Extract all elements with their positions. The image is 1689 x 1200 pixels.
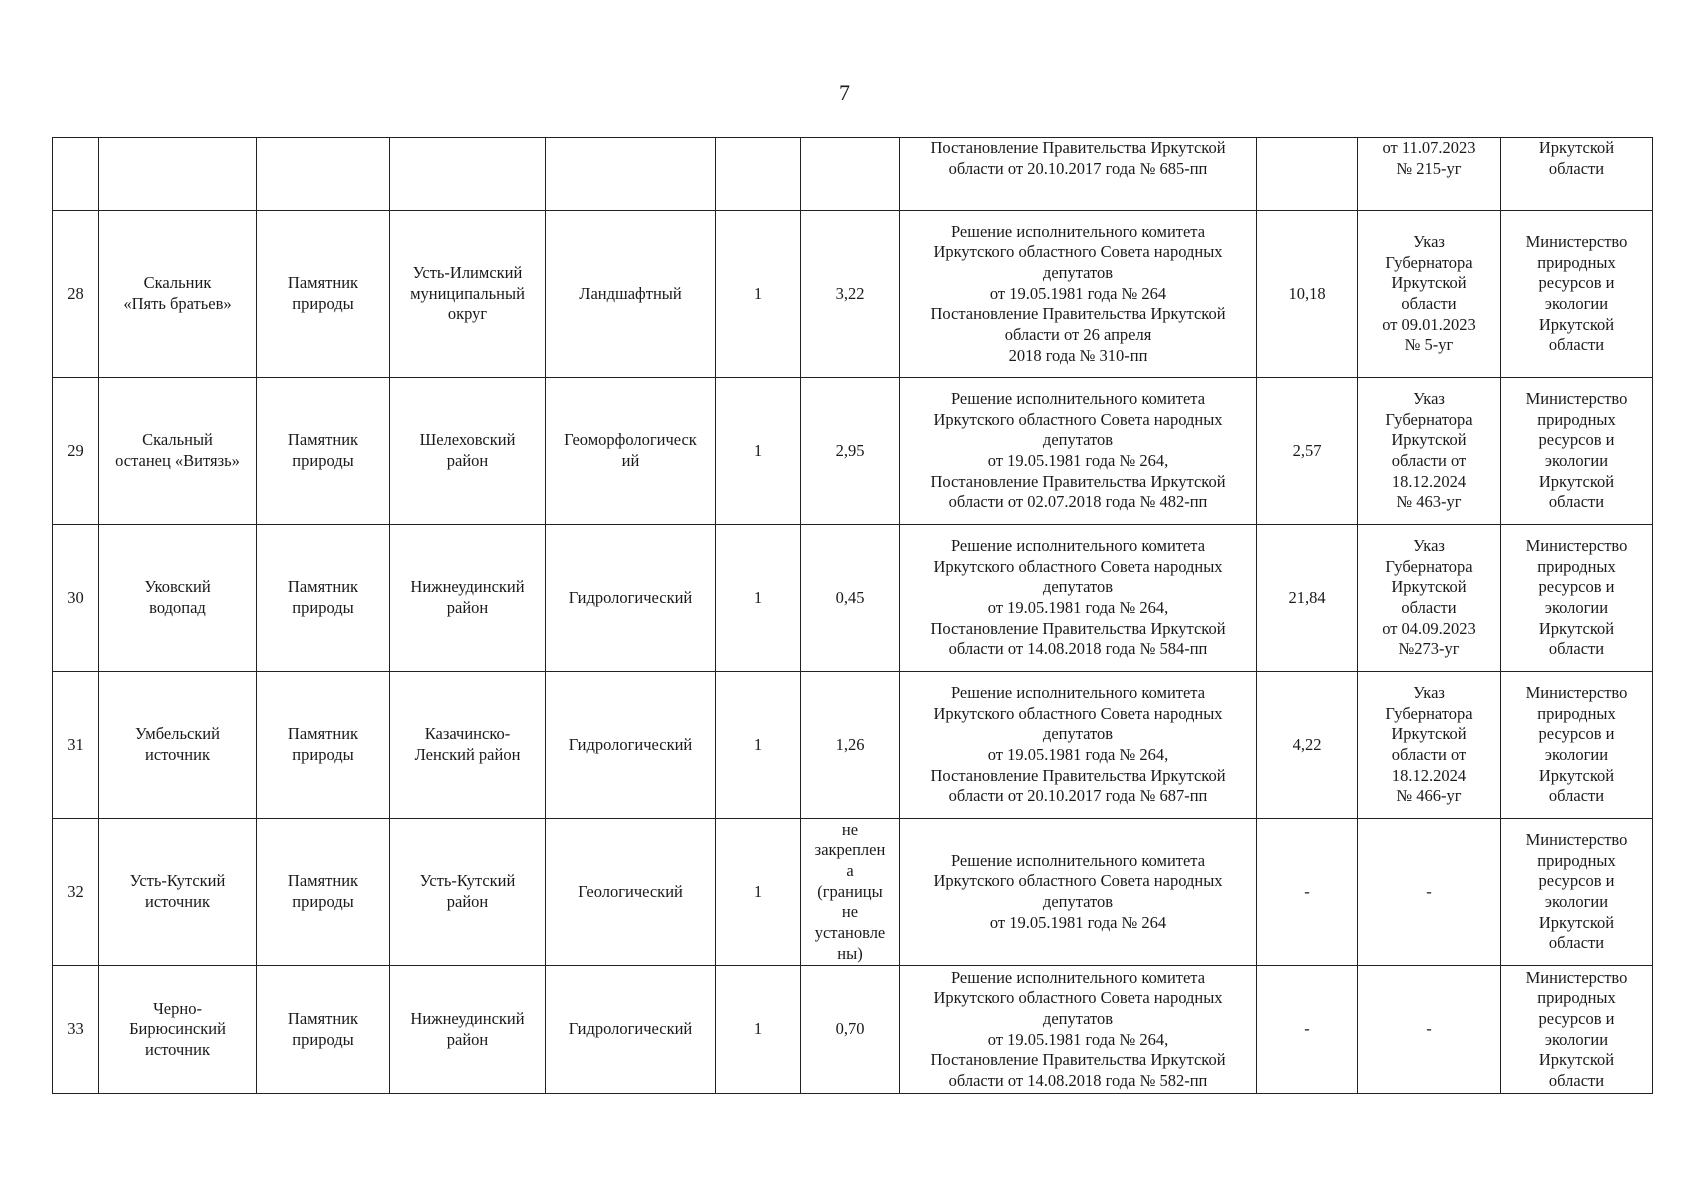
cell-line: экологии <box>1544 294 1609 313</box>
cell-buffer-area: 21,84 <box>1257 525 1358 672</box>
cell-buffer-area: 2,57 <box>1257 378 1358 525</box>
cell-authority <box>1501 378 1653 525</box>
cell-significance: 1 <box>716 966 801 1094</box>
cell-line: области <box>1548 492 1605 512</box>
cell-line: 18.12.2024 <box>1391 471 1467 491</box>
cell-number <box>53 138 99 211</box>
cell-line: Памятник <box>287 577 359 597</box>
cell-legal-documents <box>900 966 1257 1094</box>
cell-line: Решение исполнительного комитета <box>950 683 1206 703</box>
cell-line: Иркутского областного Совета народных <box>933 703 1223 723</box>
cell-line: области от 14.08.2018 года № 582-пп <box>948 1070 1208 1090</box>
cell-area: 2,95 <box>801 378 900 525</box>
cell-line: области <box>1548 933 1605 953</box>
cell-line: Губернатора <box>1385 556 1473 576</box>
cell-line: Иркутской <box>1538 912 1615 932</box>
table-row <box>53 819 1653 966</box>
cell-decree <box>1358 819 1501 966</box>
cell-number: 28 <box>53 211 99 378</box>
cell-line: округ <box>447 304 488 324</box>
cell-authority <box>1501 138 1653 211</box>
cell-line: муниципальный <box>410 283 525 303</box>
page-number: 7 <box>839 80 850 105</box>
cell-location <box>390 378 546 525</box>
cell-area: 0,70 <box>801 966 900 1094</box>
cell-line: области от 20.10.2017 года № 685-пп <box>948 158 1208 178</box>
cell-line: Иркутского областного Совета народных <box>933 556 1223 576</box>
cell-line: Министерство <box>1525 232 1628 252</box>
cell-line: Министерство <box>1525 830 1628 850</box>
cell-line: экологии <box>1544 451 1609 470</box>
cell-line: источник <box>145 1039 210 1059</box>
cell-line: области <box>1548 335 1605 355</box>
cell-line: Иркутской <box>1538 314 1615 334</box>
cell-line: от 19.05.1981 года № 264, <box>987 451 1169 470</box>
cell-line: Иркутской <box>1538 1050 1615 1070</box>
cell-line: Скальный <box>142 430 213 450</box>
cell-line: 18.12.2024 <box>1391 765 1467 785</box>
cell-profile: Гидрологический <box>546 672 716 819</box>
cell-line: Министерство <box>1525 683 1628 703</box>
cell-line: источник <box>145 892 210 911</box>
cell-name <box>99 138 257 211</box>
cell-line: Иркутского областного Совета народных <box>933 242 1223 262</box>
cell-area <box>801 138 900 211</box>
cell-legal-documents <box>900 211 1257 378</box>
cell-name <box>99 525 257 672</box>
cell-line: Иркутской <box>1538 765 1615 785</box>
cell-significance: 1 <box>716 819 801 966</box>
cell-line: Постановление Правительства Иркутской <box>930 1050 1226 1070</box>
cell-profile <box>546 378 716 525</box>
cell-line: Решение исполнительного комитета <box>950 536 1206 556</box>
cell-line: Постановление Правительства Иркутской <box>930 471 1226 491</box>
cell-line: Усть-Илимский <box>412 263 523 283</box>
cell-line: экологии <box>1544 745 1609 764</box>
cell-significance: 1 <box>716 672 801 819</box>
cell-line: Иркутского областного Совета народных <box>933 988 1223 1008</box>
cell-location <box>390 966 546 1094</box>
cell-profile: Гидрологический <box>546 525 716 672</box>
cell-line: район <box>446 598 489 617</box>
cell-line: Указ <box>1413 232 1445 252</box>
cell-line: депутатов <box>1042 724 1114 744</box>
cell-line: природных <box>1537 850 1616 870</box>
cell-significance: 1 <box>716 211 801 378</box>
cell-number: 32 <box>53 819 99 966</box>
cell-significance <box>716 138 801 211</box>
cell-line: Министерство <box>1525 536 1628 556</box>
cell-number: 29 <box>53 378 99 525</box>
cell-line: депутатов <box>1042 577 1114 597</box>
table-row <box>53 211 1653 378</box>
cell-line: депутатов <box>1042 892 1114 911</box>
cell-line: Указ <box>1413 389 1445 409</box>
cell-line: депутатов <box>1042 430 1114 450</box>
cell-line: Губернатора <box>1385 703 1473 723</box>
cell-line: № 5-уг <box>1404 335 1454 355</box>
cell-line: «Пять братьев» <box>123 294 232 313</box>
cell-line: Усть-Кутский <box>419 871 516 891</box>
cell-line: Нижнеудинский <box>410 1008 525 1028</box>
cell-decree <box>1358 138 1501 211</box>
cell-line: Скальник <box>143 273 212 293</box>
cell-line: от 11.07.2023 <box>1382 138 1476 157</box>
cell-line: области от <box>1391 745 1467 764</box>
cell-line: Иркутской <box>1391 577 1467 597</box>
cell-decree <box>1358 672 1501 819</box>
cell-line: Усть-Кутский <box>129 871 226 891</box>
cell-line: Решение исполнительного комитета <box>950 221 1206 241</box>
cell-line: ресурсов и <box>1538 577 1615 597</box>
cell-line: от 19.05.1981 года № 264 <box>989 912 1167 932</box>
cell-line: области от 26 апреля <box>1004 324 1152 344</box>
cell-location <box>390 211 546 378</box>
cell-line: № 466-уг <box>1396 786 1462 806</box>
cell-name <box>99 672 257 819</box>
cell-line: Губернатора <box>1385 409 1473 429</box>
cell-category <box>257 378 390 525</box>
cell-legal-documents <box>900 525 1257 672</box>
cell-category <box>257 525 390 672</box>
cell-number: 30 <box>53 525 99 672</box>
cell-line: Памятник <box>287 430 359 450</box>
cell-line: ресурсов и <box>1538 273 1615 293</box>
cell-line: Памятник <box>287 1008 359 1028</box>
cell-area: 1,26 <box>801 672 900 819</box>
cell-line: экологии <box>1544 892 1609 911</box>
cell-area <box>801 819 900 966</box>
cell-profile <box>546 138 716 211</box>
cell-line: природы <box>292 294 354 313</box>
cell-line: природы <box>292 892 354 911</box>
cell-decree <box>1358 966 1501 1094</box>
cell-line: области <box>1548 1070 1605 1090</box>
cell-line: Умбельский <box>135 724 220 744</box>
cell-line: природы <box>292 745 354 764</box>
cell-line: Иркутской <box>1538 138 1615 157</box>
cell-legal-documents <box>900 672 1257 819</box>
table-row <box>53 525 1653 672</box>
cell-decree <box>1358 378 1501 525</box>
cell-line: - <box>1426 881 1432 901</box>
cell-line: Решение исполнительного комитета <box>950 389 1206 409</box>
cell-line: от 19.05.1981 года № 264 <box>989 283 1167 303</box>
cell-line: водопад <box>149 598 206 617</box>
cell-line: Иркутского областного Совета народных <box>933 871 1223 891</box>
cell-decree <box>1358 525 1501 672</box>
cell-line: Решение исполнительного комитета <box>950 850 1206 870</box>
cell-line: области <box>1548 786 1605 806</box>
cell-category <box>257 138 390 211</box>
cell-line: источник <box>145 745 210 764</box>
cell-line: природы <box>292 1029 354 1049</box>
cell-line: Нижнеудинский <box>410 577 525 597</box>
cell-number: 31 <box>53 672 99 819</box>
table-row <box>53 672 1653 819</box>
cell-line: Иркутской <box>1391 430 1467 450</box>
cell-line: 2018 года № 310-пп <box>1008 345 1148 365</box>
cell-significance: 1 <box>716 378 801 525</box>
cell-legal-documents <box>900 819 1257 966</box>
cell-line: закреплен <box>814 840 886 860</box>
table-row <box>53 966 1653 1094</box>
table-row <box>53 138 1653 211</box>
cell-line: Иркутской <box>1391 273 1467 293</box>
cell-location <box>390 525 546 672</box>
cell-line: район <box>446 1029 489 1049</box>
cell-line: Казачинско- <box>424 724 511 744</box>
cell-line: экологии <box>1544 1029 1609 1049</box>
cell-line: Черно- <box>153 998 202 1018</box>
cell-legal-documents <box>900 138 1257 211</box>
cell-profile: Геологический <box>546 819 716 966</box>
cell-line: Памятник <box>287 273 359 293</box>
cell-buffer-area: 4,22 <box>1257 672 1358 819</box>
cell-line: природных <box>1537 409 1616 429</box>
cell-line: Геоморфологическ <box>564 430 697 450</box>
cell-line: установле <box>814 922 886 942</box>
cell-line: №273-уг <box>1398 639 1460 659</box>
cell-line: Бирюсинский <box>129 1019 226 1039</box>
cell-line: № 463-уг <box>1396 492 1462 512</box>
cell-line: - <box>1426 1019 1432 1039</box>
cell-line: Иркутской <box>1538 471 1615 491</box>
cell-line: области от 14.08.2018 года № 584-пп <box>948 639 1208 659</box>
cell-decree <box>1358 211 1501 378</box>
cell-name <box>99 211 257 378</box>
cell-authority <box>1501 819 1653 966</box>
cell-line: а <box>846 861 854 881</box>
protected-areas-table <box>52 137 1653 1094</box>
cell-line: (границы <box>817 881 883 901</box>
cell-category <box>257 966 390 1094</box>
cell-line: области <box>1401 598 1457 617</box>
cell-line: от 19.05.1981 года № 264, <box>987 598 1169 617</box>
cell-line: Постановление Правительства Иркутской <box>930 138 1226 157</box>
cell-line: Иркутского областного Совета народных <box>933 409 1223 429</box>
cell-profile: Ландшафтный <box>546 211 716 378</box>
cell-significance: 1 <box>716 525 801 672</box>
cell-line: район <box>446 451 489 470</box>
cell-number: 33 <box>53 966 99 1094</box>
cell-location <box>390 138 546 211</box>
cell-line: Ленский район <box>414 745 521 764</box>
cell-line: № 215-уг <box>1396 158 1462 178</box>
cell-authority <box>1501 966 1653 1094</box>
cell-line: области от 20.10.2017 года № 687-пп <box>948 786 1208 806</box>
cell-line: области от 02.07.2018 года № 482-пп <box>948 492 1208 512</box>
cell-line: Постановление Правительства Иркутской <box>930 765 1226 785</box>
cell-line: не <box>841 819 859 839</box>
cell-line: Указ <box>1413 683 1445 703</box>
cell-profile: Гидрологический <box>546 966 716 1094</box>
table-row <box>53 378 1653 525</box>
cell-authority <box>1501 672 1653 819</box>
cell-line: природы <box>292 451 354 470</box>
cell-line: останец «Витязь» <box>115 451 240 470</box>
cell-line: области <box>1548 158 1605 178</box>
cell-line: природных <box>1537 556 1616 576</box>
cell-legal-documents <box>900 378 1257 525</box>
cell-line: Министерство <box>1525 389 1628 409</box>
cell-line: депутатов <box>1042 263 1114 283</box>
cell-name <box>99 966 257 1094</box>
cell-line: экологии <box>1544 598 1609 617</box>
cell-category <box>257 211 390 378</box>
cell-line: не <box>841 902 859 922</box>
cell-line: от 19.05.1981 года № 264, <box>987 745 1169 764</box>
cell-line: Памятник <box>287 724 359 744</box>
cell-line: Постановление Правительства Иркутской <box>930 618 1226 638</box>
cell-name <box>99 378 257 525</box>
cell-line: природы <box>292 598 354 617</box>
cell-location <box>390 819 546 966</box>
cell-line: области от <box>1391 451 1467 470</box>
cell-line: Памятник <box>287 871 359 891</box>
cell-line: Губернатора <box>1385 252 1473 272</box>
cell-line: от 09.01.2023 <box>1382 314 1476 334</box>
cell-line: области <box>1548 639 1605 659</box>
cell-name <box>99 819 257 966</box>
cell-line: Уковский <box>144 577 211 597</box>
cell-line: Шелеховский <box>419 430 516 450</box>
cell-line: ресурсов и <box>1538 871 1615 891</box>
cell-line: природных <box>1537 703 1616 723</box>
cell-line: от 19.05.1981 года № 264, <box>987 1029 1169 1049</box>
cell-authority <box>1501 211 1653 378</box>
cell-line: области <box>1401 294 1457 313</box>
cell-authority <box>1501 525 1653 672</box>
cell-buffer-area: - <box>1257 966 1358 1094</box>
cell-line: от 04.09.2023 <box>1382 618 1476 638</box>
cell-line: ресурсов и <box>1538 1008 1615 1028</box>
cell-line: природных <box>1537 988 1616 1008</box>
cell-line: Постановление Правительства Иркутской <box>930 304 1226 324</box>
cell-buffer-area: - <box>1257 819 1358 966</box>
cell-category <box>257 819 390 966</box>
cell-line: депутатов <box>1042 1008 1114 1028</box>
cell-area: 3,22 <box>801 211 900 378</box>
cell-line: ресурсов и <box>1538 724 1615 744</box>
cell-line: ий <box>621 451 640 470</box>
cell-line: Министерство <box>1525 967 1628 987</box>
cell-line: ны) <box>837 943 863 963</box>
cell-line: ресурсов и <box>1538 430 1615 450</box>
cell-location <box>390 672 546 819</box>
cell-line: природных <box>1537 252 1616 272</box>
cell-buffer-area: 10,18 <box>1257 211 1358 378</box>
cell-line: район <box>446 892 489 911</box>
cell-line: Иркутской <box>1391 724 1467 744</box>
cell-category <box>257 672 390 819</box>
cell-line: Указ <box>1413 536 1445 556</box>
cell-line: Иркутской <box>1538 618 1615 638</box>
cell-line: Решение исполнительного комитета <box>950 967 1206 987</box>
cell-buffer-area <box>1257 138 1358 211</box>
cell-area: 0,45 <box>801 525 900 672</box>
